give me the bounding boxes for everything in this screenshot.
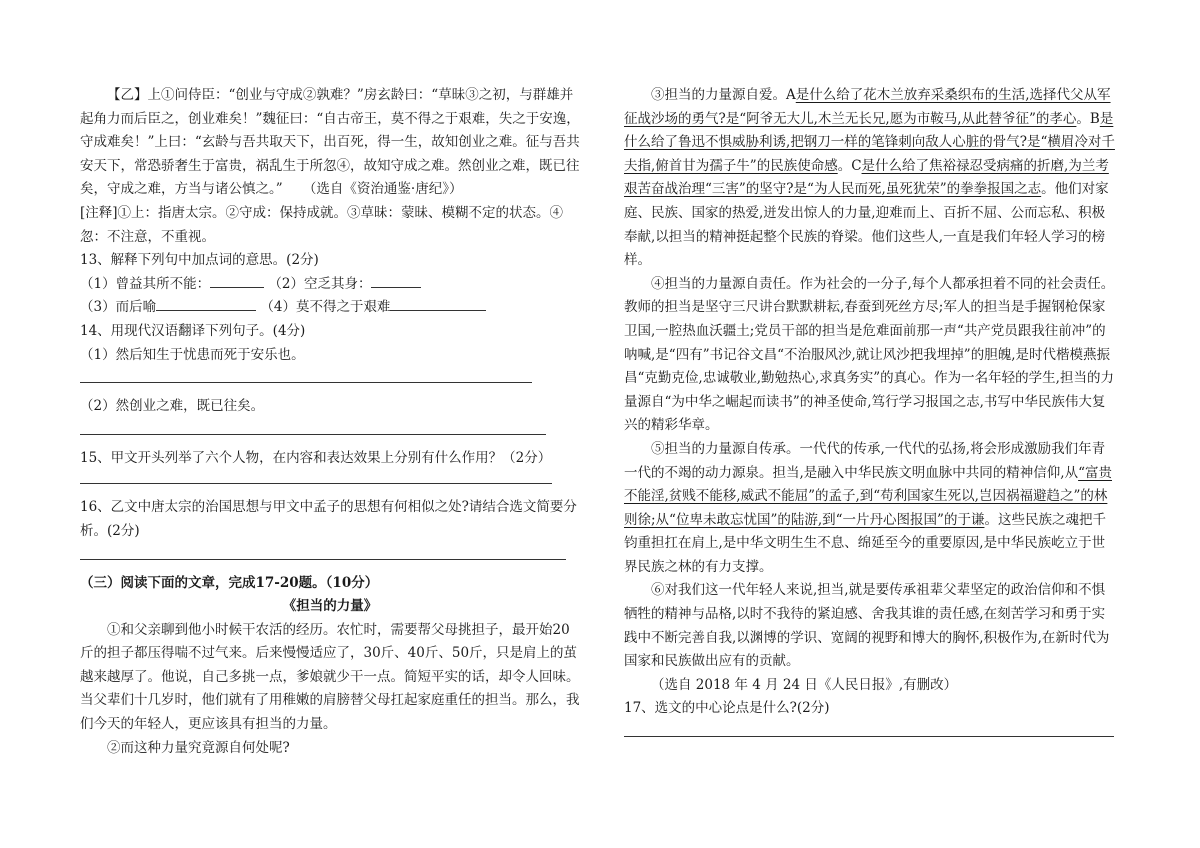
right-column: [624, 84, 1118, 749]
left-column: [80, 84, 580, 760]
answer-blank[interactable]: [156, 296, 256, 311]
question-15: 15、甲文开头列举了六个人物，在内容和表达效果上分别有什么作用？（2分）: [80, 449, 552, 466]
p3-b-marker: 。B: [1076, 110, 1100, 127]
source-note: （选自 2018 年 4 月 24 日《人民日报》,有删改）: [651, 676, 958, 693]
paragraph-5: [624, 438, 1118, 580]
paragraph-1: ①和父亲聊到他小时候干农活的经历。农忙时，需要帮父母挑担子，最开始20斤的担子都压得喘不过气来。后来慢慢适应了，30斤、40斤、50斤，只是肩上的茧越来越厚了。他说，自己多挑一点，爹娘就少干一点。简短平实的话，却令人回味。当父辈们十几岁时，他们就有了用稚嫩的肩膀替父母扛起家庭重任的担当。那么，我们今天的年轻人，更应该具有担当的力量。: [80, 621, 580, 733]
answer-line[interactable]: [80, 381, 532, 383]
question-16: 16、乙文中唐太宗的治国思想与甲文中孟子的思想有何相似之处?请结合选文简要分析。(2分): [80, 499, 577, 539]
q13-item2: （2）空乏其身：: [268, 275, 372, 292]
q13-item4: （4）莫不得之于艰难: [260, 299, 391, 316]
section-heading: （三）阅读下面的文章，完成17-20题。（10分）: [80, 574, 379, 591]
paragraph-4: ④担当的力量源自责任。作为社会的一分子,每个人都承担着不同的社会责任。教师的担当是坚守三尺讲台默默耕耘,春蚕到死丝方尽;军人的担当是手握钢枪保家卫国,一腔热血沃疆土;党员干部的担当是危难面前那一声“共产党员跟我往前冲”的呐喊,是“四有”书记谷文昌“不治服风沙,就让风沙把我埋掉”的胆魄,是时代楷模燕振昌“克勤克俭,忠诚敬业,勤勉热心,求真务实”的真心。作为一名年轻的学生,担当的力量源自“为中华之崛起而读书”的神圣使命,笃行学习报国之志,书写中华民族伟大复兴的精彩华章。: [624, 275, 1115, 434]
annotations: [注释]①上：指唐太宗。②守成：保持成就。③草昧：蒙昧、模糊不定的状态。④忽：不注意，不重视。: [80, 204, 564, 245]
question-13: 13、解释下列句中加点词的意思。(2分): [80, 252, 319, 269]
answer-line[interactable]: [624, 735, 1114, 737]
q13-item1: （1）曾益其所不能：: [80, 275, 211, 292]
underlined-sentence: “富贵不能淫,贫贱不能移,威武不能屈”的孟子,到“苟利国家生死以,岂因祸福避趋之”的林则徐;从“位卑未敢忘忧国”的陆游,到“一片丹心图报国”的于谦: [624, 464, 1112, 528]
answer-line[interactable]: [80, 433, 546, 435]
underlined-sentence-a: 是什么给了花木兰放弃采桑织布的生活,选择代父从军征战沙场的勇气?是“阿爷无大儿,木兰无长兄,愿为市鞍马,从此替爷征”的孝心: [624, 87, 1111, 127]
paragraph-6: ⑥对我们这一代年轻人来说,担当,就是要传承祖辈父辈坚定的政治信仰和不惧牺牲的精神与品格,以时不我待的紧迫感、舍我其谁的责任感,在刻苦学习和勇于实践中不断完善自我,以渊博的学识、宽阔的视野和博大的胸怀,积极作为,在新时代为国家和民族做出应有的贡献。: [624, 582, 1110, 670]
p5-lead: ⑤担当的力量源自传承。一代代的传承,一代代的弘扬,将会形成激励我们年青一代的不竭的动力源泉。担当,是融入中华民族文明血脉中共同的精神信仰,从: [624, 440, 1106, 481]
paragraph-3: [624, 84, 1118, 273]
question-17: 17、选文的中心论点是什么?(2分): [624, 700, 830, 717]
p3-c-marker: 。C: [837, 157, 862, 174]
underlined-sentence-b: 是什么给了鲁迅不惧威胁利诱,把钢刀一样的笔锋刺向敌人心脏的骨气?是“横眉冷对千夫指,俯首甘为孺子牛”的民族使命感: [624, 110, 1115, 174]
p3-lead: ③担当的力量源自爱。A: [651, 87, 796, 103]
question-13-row2: [80, 296, 580, 320]
question-14-item1: （1）然后知生于忧患而死于安乐也。: [80, 346, 305, 363]
p5-end: 。这些民族之魂把千钧重担扛在肩上,是中华文明生生不息、绵延至今的重要原因,是中华民族屹立于世界民族之林的有力支撑。: [624, 511, 1106, 575]
underlined-sentence-c: 是什么给了焦裕禄忍受病痛的折磨,为兰考艰苦奋战治理“三害”的坚守?是“为人民而死,虽死犹荣”的拳拳报国之志: [624, 157, 1109, 198]
answer-line[interactable]: [80, 482, 552, 484]
answer-line[interactable]: [80, 558, 566, 560]
yi-passage: 【乙】上①问侍臣：“创业与守成②孰难？”房玄龄曰：“草昧③之初，与群雄并起角力而后臣之，创业难矣！”魏征曰：“自古帝王，莫不得之于艰难，失之于安逸，守成难矣！”上曰：“玄龄与吾共取天下，出百死，得一生，故知创业之难。征与吾共安天下，常恐骄奢生于富贵，祸乱生于所忽④，故知守成之难。然创业之难，既已往矣，守成之难，方当与诸公慎之。” （选自《资治通鉴·唐纪》）: [80, 87, 580, 198]
q13-item3: （3）而后喻: [80, 299, 157, 316]
question-14: 14、用现代汉语翻译下列句子。(4分): [80, 322, 306, 339]
answer-blank[interactable]: [390, 296, 486, 311]
question-14-item2: （2）然创业之难，既已往矣。: [80, 398, 265, 415]
paragraph-2: ②而这种力量究竟源自何处呢?: [107, 739, 290, 756]
article-title: 《担当的力量》: [282, 598, 378, 615]
p3-end: 。他们对家庭、民族、国家的热爱,迸发出惊人的力量,迎难而上、百折不屈、公而忘私、积极奉献,以担当的精神挺起整个民族的脊梁。他们这些人,一直是我们年轻人学习的榜样。: [624, 181, 1109, 269]
answer-blank[interactable]: [210, 273, 264, 288]
answer-blank[interactable]: [371, 273, 421, 288]
question-13-row1: [80, 273, 580, 297]
